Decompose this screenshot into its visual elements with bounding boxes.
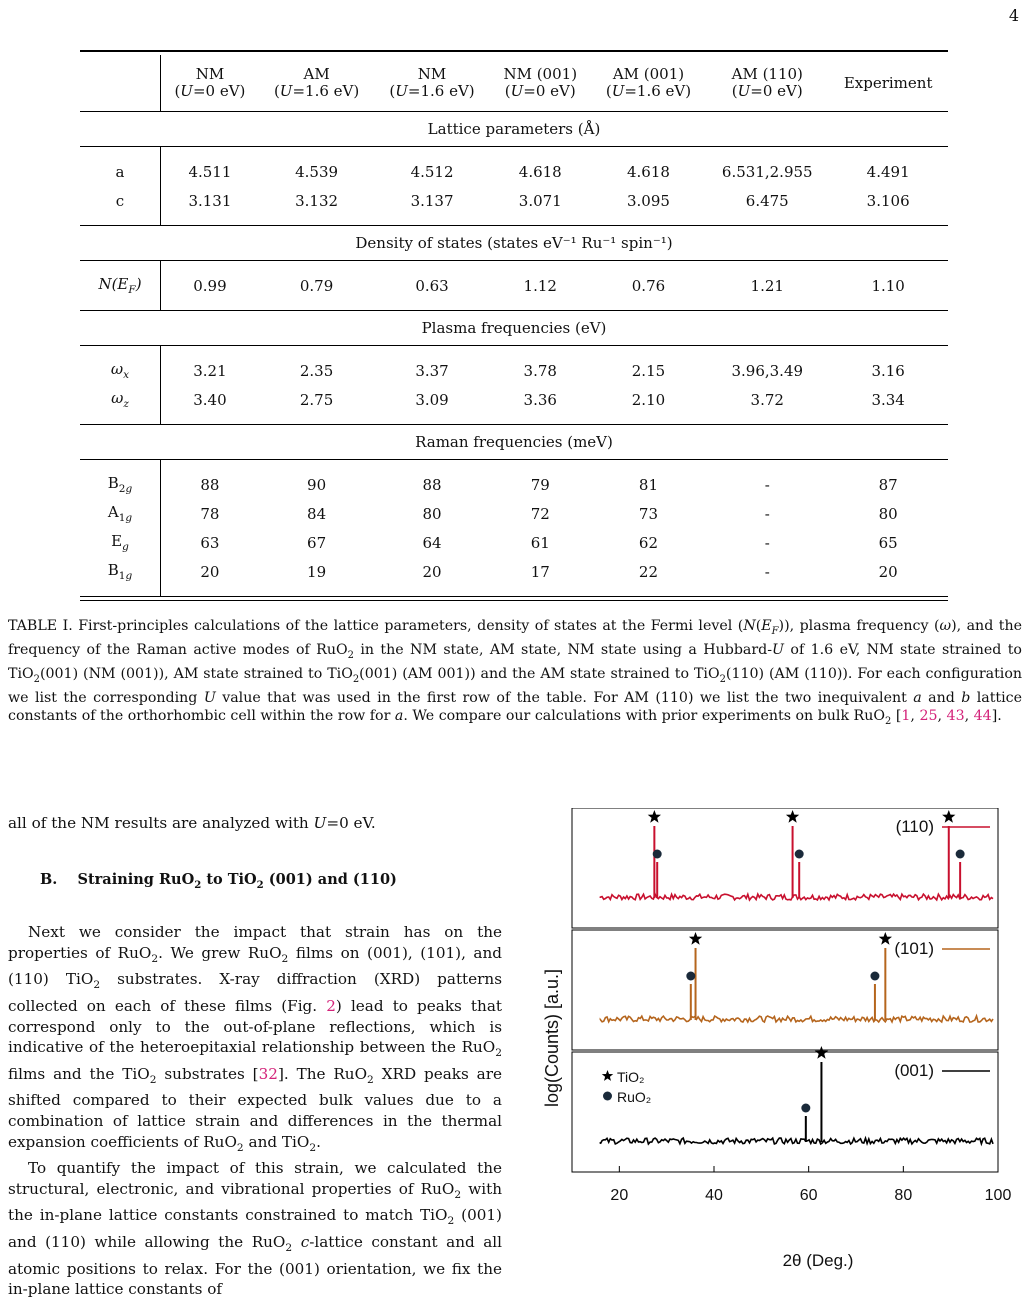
- table-header-row: [80, 55, 948, 112]
- paragraph: all of the NM results are analyzed with U=0 eV.: [8, 814, 376, 832]
- table-row-b2g: $B_{2g}$ 88 90 88 79 81 - 87: [80, 470, 948, 499]
- section-heading: B. Straining RuO$_2$ to TiO$_2$ (001) and (110): [40, 870, 397, 891]
- table-row-nef: $N(E_F)$ 0.99 0.79 0.63 1.12 0.76 1.21 1.10: [80, 271, 948, 300]
- tio2-marker-icon: [648, 810, 661, 823]
- ruo2-marker-icon: [956, 850, 965, 859]
- tio2-legend-icon: [602, 1070, 613, 1081]
- row-label-wx: $\omega_x$: [80, 356, 161, 385]
- x-tick-label: 40: [705, 1187, 723, 1204]
- row-label-b1g: $B_{1g}$: [80, 557, 161, 586]
- citation-link[interactable]: 25: [919, 708, 938, 725]
- xrd-baseline: [600, 1016, 993, 1022]
- ruo2-marker-icon: [686, 972, 695, 981]
- panel-frame: [572, 808, 998, 928]
- table-row-wz: $\omega_z$ 3.40 2.75 3.09 3.36 2.10 3.72 3.34: [80, 385, 948, 414]
- column-header: NM (U=1.6 eV): [389, 65, 475, 100]
- ruo2-marker-icon: [795, 850, 804, 859]
- column-header: Experiment: [843, 73, 933, 92]
- table-row-a: a 4.511 4.539 4.512 4.618 4.618 6.531,2.955 4.491: [80, 157, 948, 186]
- figure-link[interactable]: 2: [326, 996, 336, 1015]
- column-header: AM (001) (U=1.6 eV): [605, 65, 692, 100]
- section-dos: Density of states (states eV⁻¹ Ru⁻¹ spin⁻¹): [355, 234, 673, 252]
- paragraph: To quantify the impact of this strain, we calculated the structural, electronic, and vibrational properties of RuO$_2$ with the in-plane lattice constants constrained to match TiO$_2$ (001) and (110) while allowing the RuO$_2$ c-lattice constant and all atomic positions to relax. For the (001) orientation, we fix the in-plane lattice constants of: [8, 1159, 503, 1299]
- paragraph: Next we consider the impact that strain has on the properties of RuO$_2$. We grew RuO$_2$ films on (001), (101), and (110) TiO$_2$ substrates. X-ray diffraction (XRD) patterns collected on each of these films (Fig. 2) lead to peaks that correspond only to the out-of-plane reflections, which is indicative of the heteroepitaxial relationship between the RuO$_2$ films and the TiO$_2$ substrates [32]. The RuO$_2$ XRD peaks are shifted compared to their expected bulk values due to a combination of lattice strain and differences in the thermal expansion coefficients of RuO$_2$ and TiO$_2$.: [8, 923, 502, 1154]
- section-plasma: Plasma frequencies (eV): [421, 319, 607, 337]
- table-caption: TABLE I. First-principles calculations of the lattice parameters, density of states at the Fermi level $(N(E_F))$, plasma frequency (ω), and the frequency of the Raman active modes of RuO$_2$ in the NM state, AM state, NM state using a Hubbard-U of 1.6 eV, NM state strained to TiO$_2$(001) (NM (001)), AM state strained to TiO$_2$(001) (AM 001)) and the AM state strained to TiO$_2$(110) (AM (110)). For each configuration we list the corresponding U value that was used in the first row of the table. For AM (110) we list the two inequivalent a and b lattice constants of the orthorhombic cell within the row for a. We compare our calculations with prior experiments on bulk RuO$_2$ [1, 25, 43, 44].: [8, 618, 1023, 728]
- table-row-b1g: $B_{1g}$ 20 19 20 17 22 - 20: [80, 557, 948, 586]
- x-axis-label: 2θ (Deg.): [782, 1251, 854, 1270]
- citation-link[interactable]: 32: [258, 1064, 278, 1083]
- panel-label: (101): [894, 939, 934, 958]
- ruo2-legend-icon: [603, 1092, 612, 1101]
- body-text-column: [8, 813, 502, 1300]
- xrd-baseline: [600, 894, 993, 900]
- column-header: AM (110) (U=0 eV): [731, 65, 803, 100]
- xrd-figure: [528, 808, 1028, 1296]
- panel-label: (110): [895, 817, 934, 836]
- tio2-marker-icon: [786, 810, 799, 823]
- row-label-b2g: $B_{2g}$: [80, 470, 161, 499]
- column-header: NM (U=0 eV): [174, 65, 246, 100]
- x-tick-label: 60: [799, 1187, 818, 1204]
- tio2-marker-icon: [942, 810, 955, 823]
- legend-ruo2: RuO₂: [616, 1089, 652, 1105]
- row-label-nef: $N(E_F)$: [80, 271, 161, 300]
- citation-link[interactable]: 1: [901, 708, 911, 725]
- ruo2-marker-icon: [870, 972, 879, 981]
- legend-tio2: TiO₂: [616, 1069, 645, 1085]
- xrd-chart: [528, 808, 1028, 1296]
- row-label-eg: $E_g$: [80, 528, 161, 557]
- results-table: [80, 50, 948, 601]
- ruo2-marker-icon: [801, 1104, 810, 1113]
- column-header: NM (001) (U=0 eV): [503, 65, 578, 100]
- citation-link[interactable]: 43: [946, 708, 965, 725]
- x-tick-label: 100: [984, 1187, 1012, 1204]
- section-raman: Raman frequencies (meV): [415, 433, 613, 451]
- citation-link[interactable]: 44: [973, 708, 992, 725]
- tio2-marker-icon: [689, 932, 702, 945]
- column-header: AM (U=1.6 eV): [273, 65, 360, 100]
- ruo2-marker-icon: [653, 850, 662, 859]
- table-row-a1g: $A_{1g}$ 78 84 80 72 73 - 80: [80, 499, 948, 528]
- panel-label: (001): [894, 1061, 934, 1080]
- table-row-eg: $E_g$ 63 67 64 61 62 - 65: [80, 528, 948, 557]
- tio2-marker-icon: [879, 932, 892, 945]
- y-axis-label: log(Counts) [a.u.]: [542, 968, 562, 1108]
- tio2-marker-icon: [815, 1046, 828, 1059]
- panel-frame: [572, 930, 998, 1050]
- row-label-a1g: $A_{1g}$: [80, 499, 161, 528]
- xrd-baseline: [600, 1138, 993, 1144]
- x-tick-label: 20: [610, 1187, 629, 1204]
- section-lattice: Lattice parameters (Å): [427, 120, 601, 138]
- page-number: 4: [1008, 6, 1019, 25]
- table-row-wx: $\omega_x$ 3.21 2.35 3.37 3.78 2.15 3.96,3.49 3.16: [80, 356, 948, 385]
- table-row-c: c 3.131 3.132 3.137 3.071 3.095 6.475 3.106: [80, 186, 948, 215]
- x-tick-label: 80: [894, 1187, 913, 1204]
- row-label-wz: $\omega_z$: [80, 385, 161, 414]
